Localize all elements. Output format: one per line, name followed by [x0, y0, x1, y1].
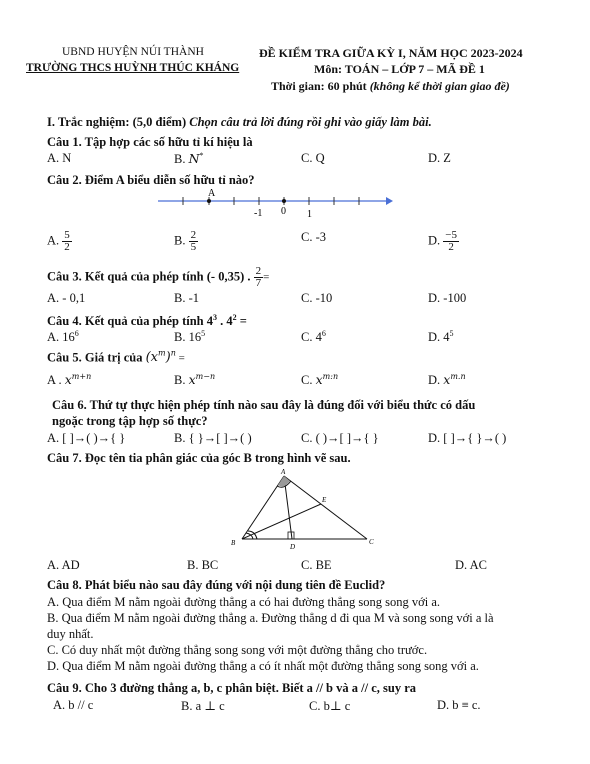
q1-option-a: A. N [47, 151, 72, 165]
q4-c-exp: 6 [321, 329, 326, 338]
q2-a-numerator: 5 [64, 229, 70, 241]
q3-option-b: B. -1 [174, 291, 199, 305]
q4-b-exp: 5 [201, 329, 206, 338]
q8-option-d: D. Qua điểm M nằm ngoài đường thẳng a có ít nhất một đường thẳng song song với a. [47, 659, 479, 673]
q4-option-a [47, 329, 79, 345]
q8-option-b-line-1: B. Qua điểm M nằm ngoài đường thẳng a. Đường thẳng d đi qua M và song song với a là [47, 611, 494, 625]
q4-mid: . 4 [217, 314, 233, 329]
q3-denominator: 7 [255, 277, 262, 289]
triangle-figure [222, 468, 382, 552]
q3-fraction [254, 266, 264, 289]
q4-d-base: D. 4 [428, 330, 450, 345]
q4-option-d [428, 329, 454, 345]
q6-option-d: D. [ ]→{ }→( ) [428, 431, 507, 445]
q2-option-d [428, 230, 459, 253]
question-9: Câu 9. Cho 3 đường thẳng a, b, c phân biệt. Biết a // b và a // c, suy ra [47, 681, 416, 695]
q4-a-exp: 6 [74, 329, 79, 338]
q2-b-numerator: 2 [190, 229, 197, 241]
tick-label-1: 1 [307, 209, 312, 220]
section-title: I. Trắc nghiệm: (5,0 điểm) [47, 115, 190, 129]
q5-equals: = [175, 352, 185, 365]
q7-option-a: A. AD [47, 558, 80, 572]
q6-option-b: B. { }→[ ]→( ) [174, 431, 252, 445]
q7-option-b: B. BC [187, 558, 219, 572]
question-6-line-2: ngoặc trong tập hợp số thực? [52, 414, 208, 428]
q2-option-c: C. -3 [301, 230, 326, 244]
q5-b-exp: m−n [195, 372, 216, 381]
q5-expr-close: ) [165, 350, 171, 366]
q5-d-exp: m.n [450, 372, 466, 381]
q5-option-a [47, 372, 91, 388]
point-a-label: A [208, 188, 216, 199]
q5-c-label: C. [301, 373, 316, 388]
q1-option-b [174, 151, 204, 167]
q5-text: Câu 5. Giá trị của [47, 350, 146, 365]
q9-option-c: C. b⊥ c [309, 699, 351, 713]
exam-title: ĐỀ KIỂM TRA GIỮA KỲ I, NĂM HỌC 2023-2024 [259, 46, 523, 60]
q5-expr-n: n [170, 349, 176, 358]
q3-option-c: C. -10 [301, 291, 333, 305]
q2-d-label: D. [428, 233, 444, 248]
q2-a-label: A. [47, 233, 63, 248]
q5-expr-open: (x [145, 350, 159, 366]
section-heading [47, 115, 432, 130]
tick-label-minus-1: -1 [254, 208, 263, 219]
question-5 [47, 349, 185, 365]
q4-c-base: C. 4 [301, 330, 322, 345]
tick-label-0: 0 [281, 206, 286, 217]
q3-equals: = [263, 271, 270, 284]
q1-b-sup: * [199, 151, 204, 160]
question-6-line-1: Câu 6. Thứ tự thực hiện phép tính nào sau đây là đúng đối với biểu thức có dấu [52, 398, 476, 412]
number-line [150, 188, 395, 220]
q5-a-base: x [64, 372, 72, 388]
q5-expression [146, 350, 176, 365]
q4-text: Câu 4. Kết quả của phép tính 4 [47, 314, 214, 329]
q5-a-label: A . [47, 373, 65, 388]
q9-option-d: D. b ≡ c. [437, 698, 481, 712]
q1-option-c: C. Q [301, 151, 325, 165]
q4-option-c [301, 329, 326, 345]
q4-a-base: A. 16 [47, 330, 75, 345]
q4-equals: = [236, 314, 247, 329]
q5-expr-m: m [158, 349, 166, 358]
vertex-label-b: B [231, 539, 236, 547]
q8-option-c: C. Có duy nhất một đường thẳng song song với một đường thẳng cho trước. [47, 643, 428, 657]
q7-option-d: D. AC [455, 558, 487, 572]
q5-c-exp: m:n [322, 372, 339, 381]
q1-b-math: N [188, 151, 200, 167]
q5-c-base: x [315, 372, 323, 388]
q8-option-b-line-2: duy nhất. [47, 627, 94, 641]
question-1: Câu 1. Tập hợp các số hữu tỉ kí hiệu là [47, 135, 253, 149]
duration-note: (không kể thời gian giao đề) [369, 79, 510, 93]
q1-b-label: B. [174, 152, 189, 167]
q2-a-fraction [62, 230, 72, 253]
vertex-label-a: A [281, 468, 286, 476]
q2-option-b [174, 230, 198, 253]
q2-d-denominator: 2 [448, 241, 454, 253]
q4-b-base: B. 16 [174, 330, 202, 345]
q5-option-b [174, 372, 215, 388]
q7-option-c: C. BE [301, 558, 332, 572]
q9-option-a: A. b // c [53, 698, 94, 712]
point-label-d: D [290, 543, 296, 551]
q4-option-b [174, 329, 205, 345]
q8-option-a: A. Qua điểm M nằm ngoài đường thẳng a có hai đường thẳng song song với a. [47, 595, 441, 609]
q2-d-fraction [443, 230, 459, 253]
school-name-text: TRƯỜNG THCS HUỲNH THÚC KHÁNG [26, 62, 240, 74]
q9-option-b: B. a ⊥ c [181, 699, 225, 713]
q5-a-exp: m+n [71, 372, 92, 381]
exam-duration [271, 79, 510, 94]
q2-a-denominator: 2 [64, 241, 70, 253]
q2-b-fraction [189, 230, 199, 253]
vertex-label-c: C [369, 538, 374, 546]
q2-b-label: B. [174, 233, 189, 248]
q3-numerator: 2 [255, 265, 262, 277]
q5-option-d [428, 372, 466, 388]
question-3 [47, 266, 269, 289]
duration-text: Thời gian: 60 phút [271, 79, 370, 93]
q4-exp-1: 3 [213, 313, 218, 322]
q4-exp-2: 2 [232, 313, 237, 322]
q5-d-label: D. [428, 373, 444, 388]
q6-option-a: A. [ ]→( )→{ } [47, 431, 126, 445]
q2-option-a [47, 230, 72, 253]
question-2: Câu 2. Điểm A biểu diễn số hữu tỉ nào? [47, 173, 255, 187]
q2-b-denominator: 5 [190, 241, 197, 253]
q2-d-numerator: −5 [445, 229, 457, 241]
q5-option-c [301, 372, 338, 388]
q4-d-exp: 5 [449, 329, 454, 338]
q6-option-c: C. ( )→[ ]→{ } [301, 431, 379, 445]
q3-option-d: D. -100 [428, 291, 467, 305]
department-name: UBND HUYỆN NÚI THÀNH [62, 46, 204, 58]
q3-text: Câu 3. Kết quả của phép tính (- 0,35) . [47, 269, 254, 284]
question-8: Câu 8. Phát biểu nào sau đây đúng với nội dung tiên đề Euclid? [47, 578, 386, 592]
q1-option-d: D. Z [428, 151, 451, 165]
q5-d-base: x [443, 372, 451, 388]
q5-b-label: B. [174, 373, 189, 388]
q5-b-base: x [188, 372, 196, 388]
section-instruction: Chọn câu trả lời đúng rồi ghi vào giấy làm bài. [189, 115, 432, 129]
exam-subject: Môn: TOÁN – LỚP 7 – MÃ ĐỀ 1 [314, 62, 485, 76]
school-name [26, 62, 239, 74]
question-7: Câu 7. Đọc tên tia phân giác của góc B trong hình vẽ sau. [47, 451, 351, 465]
q3-option-a: A. - 0,1 [47, 291, 86, 305]
point-label-e: E [322, 496, 327, 504]
question-4 [47, 313, 247, 329]
